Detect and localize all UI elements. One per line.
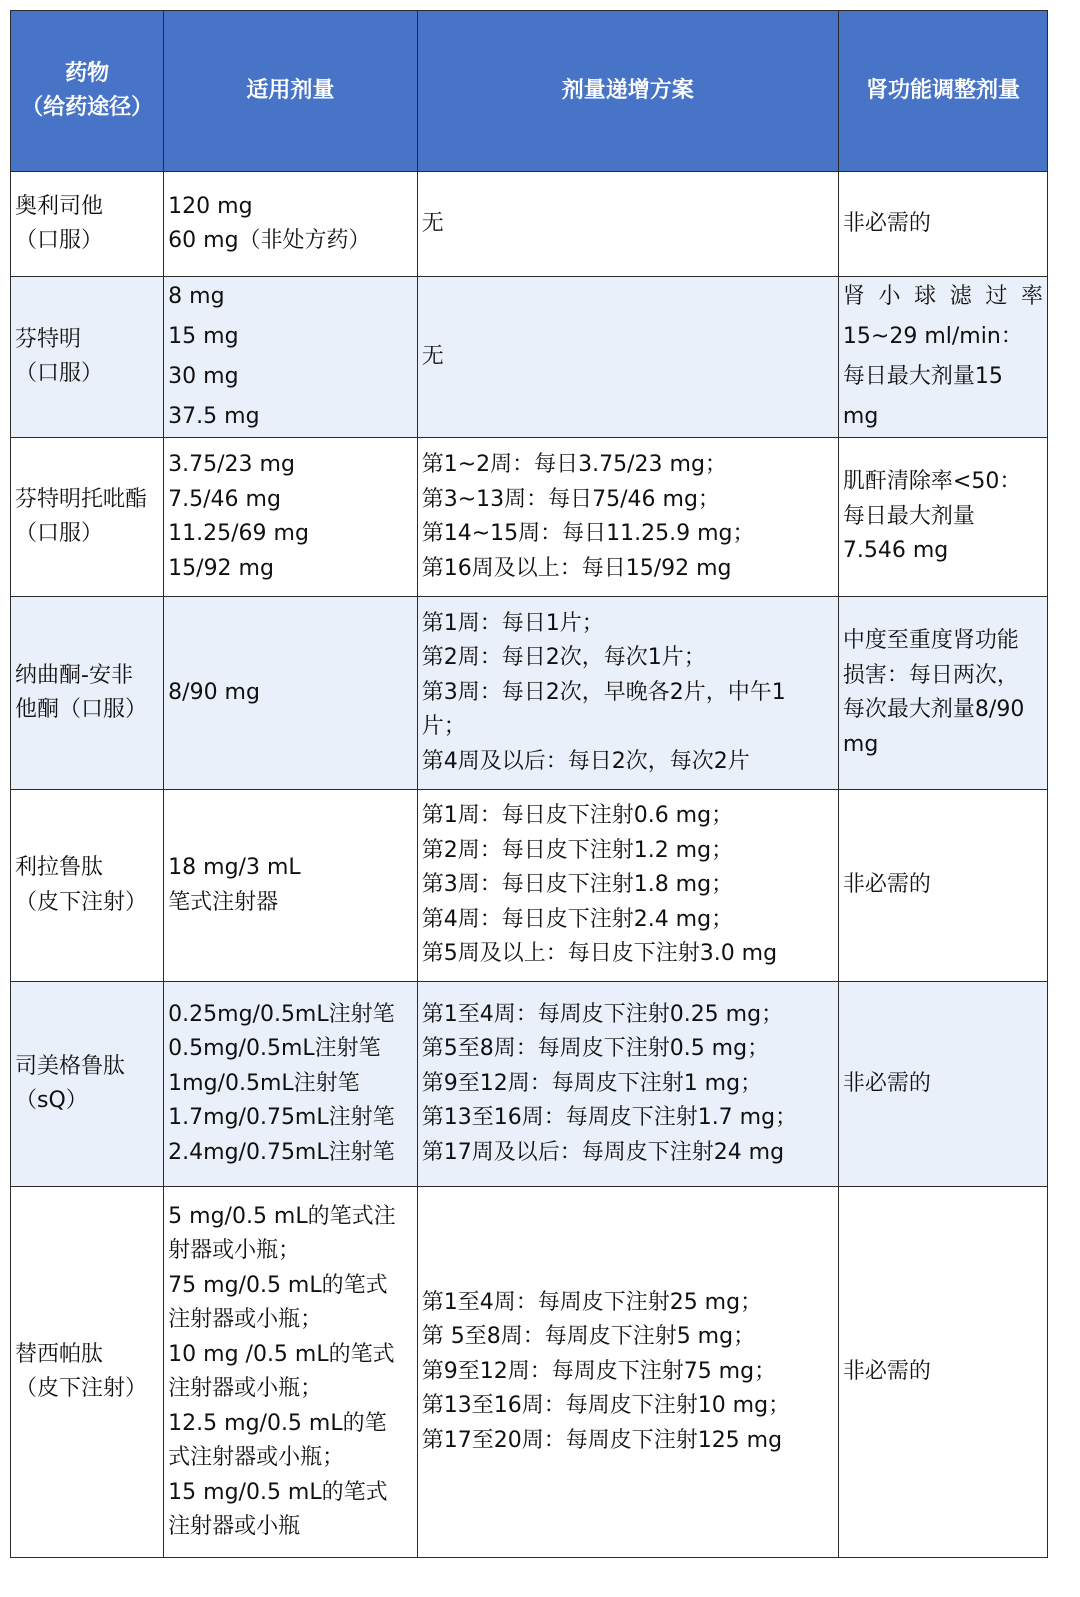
titration-cell-line: 第13至16周：每周皮下注射10 mg； — [421, 1393, 791, 1419]
titration-cell-line: 第3~13周：每日75/46 mg； — [421, 486, 720, 512]
titration-cell-line: 第3周：每日2次，早晚各2片，中午1 — [421, 679, 786, 705]
dose-cell-line: 0.5mg/0.5mL注射笔 — [168, 1036, 381, 1062]
header-renal-label: 肾功能调整剂量 — [865, 78, 1020, 103]
drug-cell-line: 奥利司他 — [15, 193, 104, 219]
titration-cell-line: 第3周：每日皮下注射1.8 mg； — [421, 872, 734, 898]
dose-cell-line: 30 mg — [168, 364, 239, 389]
renal-cell-line: 非必需的 — [842, 1358, 931, 1384]
dose-cell-line: 式注射器或小瓶； — [168, 1445, 345, 1470]
drug-cell-line: （口服） — [15, 361, 104, 386]
renal-cell-line: 非必需的 — [842, 210, 931, 236]
header-titration-label: 剂量递增方案 — [561, 78, 694, 103]
titration-cell-line: 第1至4周：每周皮下注射0.25 mg； — [421, 1001, 784, 1027]
renal-cell-line: 肌酐清除率<50： — [842, 469, 1022, 495]
renal-cell — [838, 982, 1047, 1187]
titration-cell — [417, 982, 838, 1187]
header-dose-label: 适用剂量 — [246, 78, 335, 103]
table-row — [11, 438, 1048, 597]
titration-cell-line: 第1~2周：每日3.75/23 mg； — [421, 452, 727, 477]
renal-cell-line: 非必需的 — [842, 872, 931, 898]
drug-cell — [11, 597, 164, 790]
dose-cell-line: 注射器或小瓶 — [168, 1514, 301, 1539]
dose-cell-line: 15 mg — [168, 324, 239, 349]
dose-cell-line: 3.75/23 mg — [168, 452, 295, 477]
drug-cell-line: 利拉鲁肽 — [15, 855, 104, 880]
titration-cell-line: 第5周及以上：每日皮下注射3.0 mg — [421, 941, 778, 967]
titration-cell-line: 第14~15周：每日11.25.9 mg； — [421, 521, 755, 546]
drug-cell-line: 芬特明 — [15, 326, 82, 352]
titration-cell-line: 片； — [421, 714, 466, 740]
titration-cell-line: 第1周：每日1片； — [421, 610, 604, 636]
renal-cell — [838, 597, 1047, 790]
drug-cell-line: 纳曲酮-安非 — [15, 662, 133, 688]
renal-cell — [838, 277, 1047, 438]
renal-cell — [838, 1187, 1047, 1558]
drug-cell — [11, 438, 164, 597]
drug-cell-line: 他酮（口服） — [15, 697, 148, 722]
header-drug — [11, 11, 164, 172]
renal-cell-line: 每日最大剂量15 — [842, 364, 1003, 389]
dose-cell-line: 5 mg/0.5 mL的笔式注 — [168, 1203, 396, 1229]
drug-cell — [11, 982, 164, 1187]
titration-cell-line: 第16周及以上：每日15/92 mg — [421, 555, 732, 581]
titration-cell-line: 无 — [421, 210, 444, 236]
drug-cell — [11, 277, 164, 438]
drug-cell-line: （口服） — [15, 228, 104, 253]
drug-cell-line: （sQ） — [15, 1088, 88, 1113]
renal-cell-line: 15~29 ml/min： — [842, 324, 1023, 349]
dose-cell-line: 2.4mg/0.75mL注射笔 — [168, 1139, 395, 1165]
titration-cell-line: 第 5至8周：每周皮下注射5 mg； — [421, 1324, 756, 1350]
titration-cell-line: 第9至12周：每周皮下注射1 mg； — [421, 1070, 763, 1096]
dose-cell-line: 射器或小瓶； — [168, 1238, 301, 1263]
dose-cell-line: 37.5 mg — [168, 404, 260, 429]
titration-cell-line: 第13至16周：每周皮下注射1.7 mg； — [421, 1105, 798, 1131]
drug-cell-line: （口服） — [15, 521, 104, 546]
header-dose — [164, 11, 418, 172]
titration-cell-line: 第1周：每日皮下注射0.6 mg； — [421, 803, 734, 829]
titration-cell-line: 第17周及以后：每周皮下注射24 mg — [421, 1139, 785, 1165]
dose-cell-line: 18 mg/3 mL — [168, 855, 301, 880]
drug-cell-line: 司美格鲁肽 — [15, 1053, 126, 1079]
titration-cell-line: 第4周：每日皮下注射2.4 mg； — [421, 906, 734, 932]
table-row — [11, 172, 1048, 277]
titration-cell — [417, 172, 838, 277]
renal-cell-line: mg — [842, 404, 879, 429]
titration-cell-line: 第5至8周：每周皮下注射0.5 mg； — [421, 1036, 770, 1062]
renal-cell-line: 7.546 mg — [842, 538, 949, 564]
dose-cell-line: 1.7mg/0.75mL注射笔 — [168, 1105, 395, 1131]
titration-cell-line: 第9至12周：每周皮下注射75 mg； — [421, 1358, 777, 1384]
titration-cell-line: 第17至20周：每周皮下注射125 mg — [421, 1427, 783, 1453]
renal-cell — [838, 172, 1047, 277]
renal-cell — [838, 438, 1047, 597]
renal-cell — [838, 790, 1047, 982]
renal-cell-line: 肾 小 球 滤 过 率 — [842, 284, 1043, 309]
dosing-table — [10, 10, 1048, 1558]
dose-cell-line: 笔式注射器 — [168, 889, 279, 915]
dose-cell-line: 0.25mg/0.5mL注射笔 — [168, 1001, 395, 1027]
dose-cell-line: 注射器或小瓶； — [168, 1307, 323, 1332]
dose-cell — [164, 790, 418, 982]
dose-cell-line: 12.5 mg/0.5 mL的笔 — [168, 1410, 387, 1436]
dose-cell — [164, 1187, 418, 1558]
dose-cell-line: 7.5/46 mg — [168, 486, 281, 512]
dose-cell-line: 8 mg — [168, 284, 225, 309]
titration-cell — [417, 277, 838, 438]
dose-cell — [164, 172, 418, 277]
dose-cell-line: 11.25/69 mg — [168, 521, 309, 546]
dose-cell-line: 1mg/0.5mL注射笔 — [168, 1070, 360, 1096]
table-row — [11, 1187, 1048, 1558]
titration-cell-line: 第1至4周：每周皮下注射25 mg； — [421, 1289, 763, 1315]
table-row — [11, 790, 1048, 982]
drug-cell-line: （皮下注射） — [15, 1376, 148, 1401]
dose-cell — [164, 438, 418, 597]
renal-cell-line: 每次最大剂量8/90 — [842, 697, 1025, 722]
renal-cell-line: mg — [842, 731, 879, 757]
titration-cell-line: 无 — [421, 343, 444, 369]
table-row — [11, 277, 1048, 438]
renal-cell-line: 每日最大剂量 — [842, 503, 975, 529]
drug-cell — [11, 790, 164, 982]
titration-cell — [417, 790, 838, 982]
titration-cell-line: 第4周及以后：每日2次，每次2片 — [421, 748, 750, 774]
drug-cell — [11, 1187, 164, 1558]
dose-cell-line: 60 mg（非处方药） — [168, 228, 371, 253]
dose-cell — [164, 277, 418, 438]
header-drug-line2: （给药途径） — [21, 95, 154, 120]
drug-cell — [11, 172, 164, 277]
header-drug-line1: 药物 — [65, 61, 110, 86]
dose-cell — [164, 982, 418, 1187]
header-titration — [417, 11, 838, 172]
dose-cell-line: 120 mg — [168, 193, 253, 219]
titration-cell-line: 第2周：每日皮下注射1.2 mg； — [421, 837, 734, 863]
renal-cell-line: 损害：每日两次， — [842, 662, 1019, 688]
dose-cell — [164, 597, 418, 790]
renal-cell-line: 非必需的 — [842, 1070, 931, 1096]
dose-cell-line: 15/92 mg — [168, 555, 274, 581]
titration-cell — [417, 597, 838, 790]
table-row — [11, 597, 1048, 790]
dose-cell-line: 10 mg /0.5 mL的笔式 — [168, 1341, 395, 1367]
header-row — [11, 11, 1048, 172]
titration-cell — [417, 438, 838, 597]
titration-cell-line: 第2周：每日2次，每次1片； — [421, 645, 706, 671]
dose-cell-line: 8/90 mg — [168, 679, 260, 705]
drug-cell-line: （皮下注射） — [15, 889, 148, 915]
header-renal — [838, 11, 1047, 172]
dose-cell-line: 注射器或小瓶； — [168, 1376, 323, 1401]
renal-cell-line: 中度至重度肾功能 — [842, 628, 1019, 653]
titration-cell — [417, 1187, 838, 1558]
drug-cell-line: 替西帕肽 — [15, 1341, 104, 1367]
dose-cell-line: 15 mg/0.5 mL的笔式 — [168, 1479, 388, 1505]
drug-cell-line: 芬特明托吡酯 — [15, 486, 148, 512]
table-row — [11, 982, 1048, 1187]
dose-cell-line: 75 mg/0.5 mL的笔式 — [168, 1272, 388, 1298]
